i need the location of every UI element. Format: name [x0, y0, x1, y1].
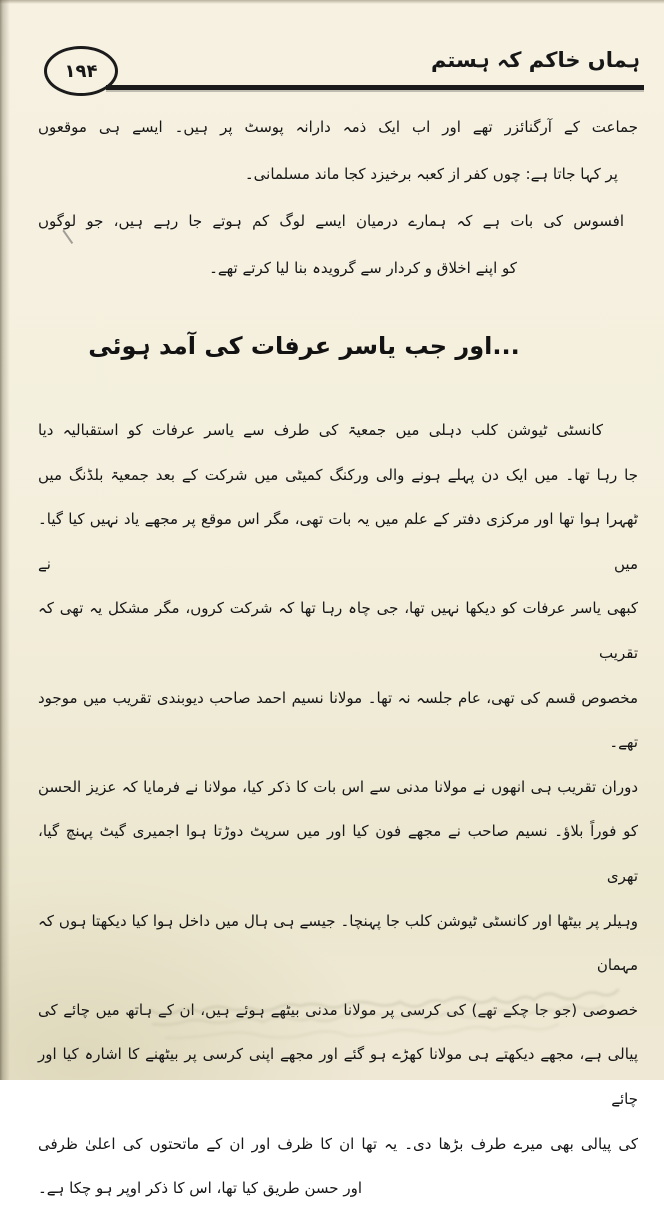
header-rule — [106, 85, 644, 90]
paragraph-3-line-12: اور حسن طریق کیا تھا، اس کا ذکر اوپر ہو چکا ہے۔ — [38, 1179, 362, 1198]
paragraph-3-line-9: خصوصی (جو جا چکے تھے) کی کرسی پر مولانا مدنی بیٹھے ہوئے ہیں، ان کے ہاتھ میں چائے کی — [38, 1000, 638, 1019]
paragraph-3-line-7: کو فوراً بلاؤ۔ نسیم صاحب نے مجھے فون کیا اور میں سرپٹ دوڑتا ہوا اجمیری گیٹ پہنچ گیا، تھری — [38, 822, 638, 885]
paragraph-2-line-2: کو اپنے اخلاق و کردار سے گرویدہ بنا لیا کرتے تھے۔ — [209, 259, 517, 277]
book-title: ہماں خاکم کہ ہستم — [430, 48, 640, 72]
paragraph-1 — [38, 104, 638, 198]
page-number-badge — [44, 46, 118, 96]
paragraph-3-line-8: وہیلر پر بیٹھا اور کانسٹی ٹیوشن کلب جا پہنچا۔ جیسے ہی ہال میں داخل ہوا کیا دیکھتا ہوں کہ مہمان — [38, 911, 638, 975]
paragraph-3-line-2: جا رہا تھا۔ میں ایک دن پہلے ہونے والی ورکنگ کمیٹی میں شرکت کے بعد جمعیۃ بلڈنگ میں — [38, 465, 638, 484]
paragraph-3-line-10: پیالی ہے، مجھے دیکھتے ہی مولانا کھڑے ہو گئے اور مجھے اپنی کرسی پر بیٹھنے کا اشارہ کیا اور چائے — [38, 1045, 638, 1108]
scan-edge-left — [0, 0, 10, 1080]
paragraph-3-line-1: کانسٹی ٹیوشن کلب دہلی میں جمعیۃ کی طرف سے یاسر عرفات کو استقبالیہ دیا — [38, 421, 603, 439]
paragraph-3-line-4: کبھی یاسر عرفات کو دیکھا نہیں تھا، جی چاہ رہا تھا کہ شرکت کروں، مگر مشکل یہ تھی کہ تقریب — [38, 599, 638, 662]
paragraph-1-line-2: پر کہا جاتا ہے: چوں کفر از کعبہ برخیزد کجا ماند مسلمانی۔ — [244, 165, 618, 183]
paragraph-3-line-5: مخصوص قسم کی تھی، عام جلسہ نہ تھا۔ مولانا نسیم احمد صاحب دیوبندی تقریب میں موجود تھے۔ — [38, 688, 638, 752]
paragraph-3-line-11: کی پیالی بھی میرے طرف بڑھا دی۔ یہ تھا ان کا ظرف اور ان کے ماتحتوں کی اعلیٰ ظرفی — [38, 1134, 638, 1153]
scan-edge-top — [0, 0, 664, 4]
paragraph-3-line-6: دوران تقریب ہی انھوں نے مولانا مدنی سے اس بات کا ذکر کیا، مولانا نے فرمایا کہ عزیز الحسن — [38, 777, 638, 796]
paragraph-2-line-1: افسوس کی بات ہے کہ ہمارے درمیان ایسے لوگ کم ہوتے جا رہے ہیں، جو لوگوں — [38, 212, 624, 230]
paragraph-3-line-3: ٹھہرا ہوا تھا اور مرکزی دفتر کے علم میں یہ بات تھی، مگر اس موقع پر مجھے یاد نہیں کیا گیا۔ میں نے — [38, 510, 638, 573]
section-heading: ...اور جب یاسر عرفات کی آمد ہوئی — [88, 332, 520, 360]
page-number: ۱۹۴ — [64, 60, 98, 82]
paragraph-3 — [38, 408, 638, 1211]
paragraph-1-line-1: جماعت کے آرگنائزر تھے اور اب ایک ذمہ دارانہ پوسٹ پر ہیں۔ ایسے ہی موقعوں — [38, 118, 638, 136]
paragraph-2 — [38, 198, 638, 292]
